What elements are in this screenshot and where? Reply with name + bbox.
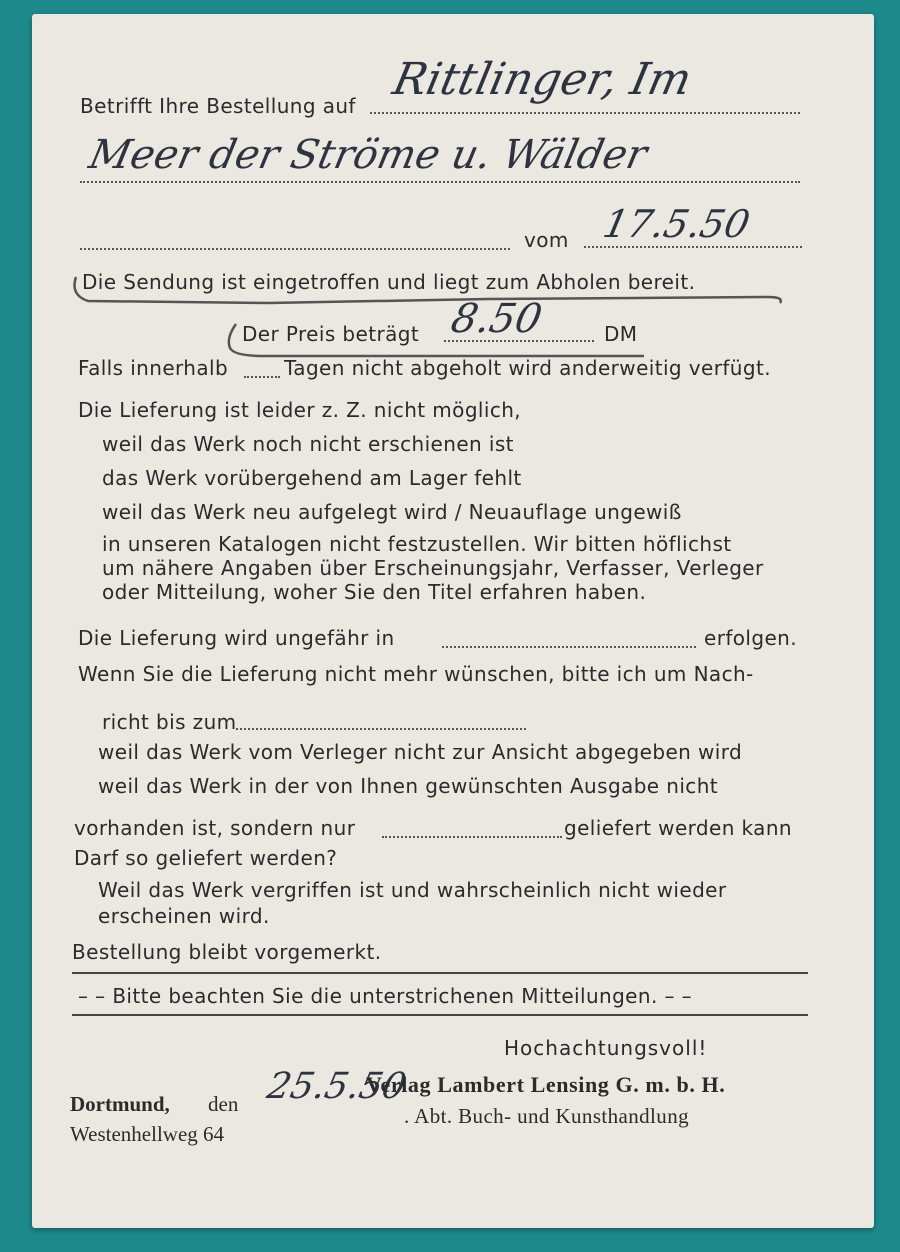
sendung-text: Die Sendung ist eingetroffen und liegt zum Abholen bereit. <box>82 270 696 294</box>
handwritten-order-line-1: Rittlinger, Im <box>388 54 696 105</box>
reply-date-line <box>236 728 526 730</box>
closing-greeting: Hochachtungsvoll! <box>504 1036 708 1060</box>
handwritten-price: 8.50 <box>447 296 546 342</box>
reason-7-line-2: erscheinen wird. <box>98 904 270 928</box>
blank-line <box>80 248 510 250</box>
reason-7-line-1: Weil das Werk vergriffen ist und wahrscheinlich nicht wieder <box>98 878 727 902</box>
divider-bottom <box>72 1014 808 1016</box>
pencil-underline-sendung <box>68 269 788 319</box>
divider-top <box>72 972 808 974</box>
publisher-department: . Abt. Buch- und Kunsthandlung <box>404 1104 689 1128</box>
order-title-line-2 <box>80 181 800 183</box>
reason-4-line-2: um nähere Angaben über Erscheinungsjahr, Verfasser, Verleger <box>102 556 764 580</box>
vorgemerkt-text: Bestellung bleibt vorgemerkt. <box>72 940 382 964</box>
city: Dortmund, <box>70 1092 170 1116</box>
handwritten-order-date: 17.5.50 <box>599 202 754 246</box>
richt-bis: richt bis zum <box>102 710 237 734</box>
preis-label: Der Preis beträgt <box>242 322 420 346</box>
order-date-line <box>584 246 802 248</box>
reason-6: weil das Werk in der von Ihnen gewünschten Ausgabe nicht <box>98 774 719 798</box>
days-line <box>244 376 280 378</box>
reason-5: weil das Werk vom Verleger nicht zur Ansicht abgegeben wird <box>98 740 743 764</box>
delivery-period-line <box>442 646 696 648</box>
betrifft-label: Betrifft Ihre Bestellung auf <box>80 94 356 118</box>
darf-text: Darf so geliefert werden? <box>74 846 338 870</box>
preis-unit: DM <box>604 322 638 346</box>
handwritten-sign-date: 25.5.50 <box>263 1066 410 1107</box>
beachten-text: – – Bitte beachten Sie die unterstrichenen Mitteilungen. – – <box>78 984 693 1008</box>
den-label: den <box>208 1092 239 1116</box>
lieferung-wird: Die Lieferung wird ungefähr in <box>78 626 395 650</box>
reason-3: weil das Werk neu aufgelegt wird / Neuauflage ungewiß <box>102 500 682 524</box>
handwritten-order-line-2: Meer der Ströme u. Wälder <box>85 132 652 178</box>
geliefert-text: geliefert werden kann <box>564 816 792 840</box>
order-notice-card <box>32 14 874 1228</box>
reason-2: das Werk vorübergehend am Lager fehlt <box>102 466 522 490</box>
falls-text-b: Tagen nicht abgeholt wird anderweitig verfügt. <box>284 356 771 380</box>
falls-text-a: Falls innerhalb <box>78 356 229 380</box>
publisher-name: Verlag Lambert Lensing G. m. b. H. <box>366 1072 726 1097</box>
order-title-line-1 <box>370 112 800 114</box>
lieferung-unmoeglich: Die Lieferung ist leider z. Z. nicht möglich, <box>78 398 522 422</box>
vorhanden-text: vorhanden ist, sondern nur <box>74 816 356 840</box>
reason-4-line-3: oder Mitteilung, woher Sie den Titel erfahren haben. <box>102 580 647 604</box>
reason-4-line-1: in unseren Katalogen nicht festzustellen. Wir bitten höflichst <box>102 532 732 556</box>
wenn-nicht-text: Wenn Sie die Lieferung nicht mehr wünschen, bitte ich um Nach- <box>78 662 754 686</box>
vom-label: vom <box>524 228 569 252</box>
erfolgen: erfolgen. <box>704 626 797 650</box>
street-address: Westenhellweg 64 <box>70 1122 225 1146</box>
reason-1: weil das Werk noch nicht erschienen ist <box>102 432 514 456</box>
edition-line <box>382 836 562 838</box>
